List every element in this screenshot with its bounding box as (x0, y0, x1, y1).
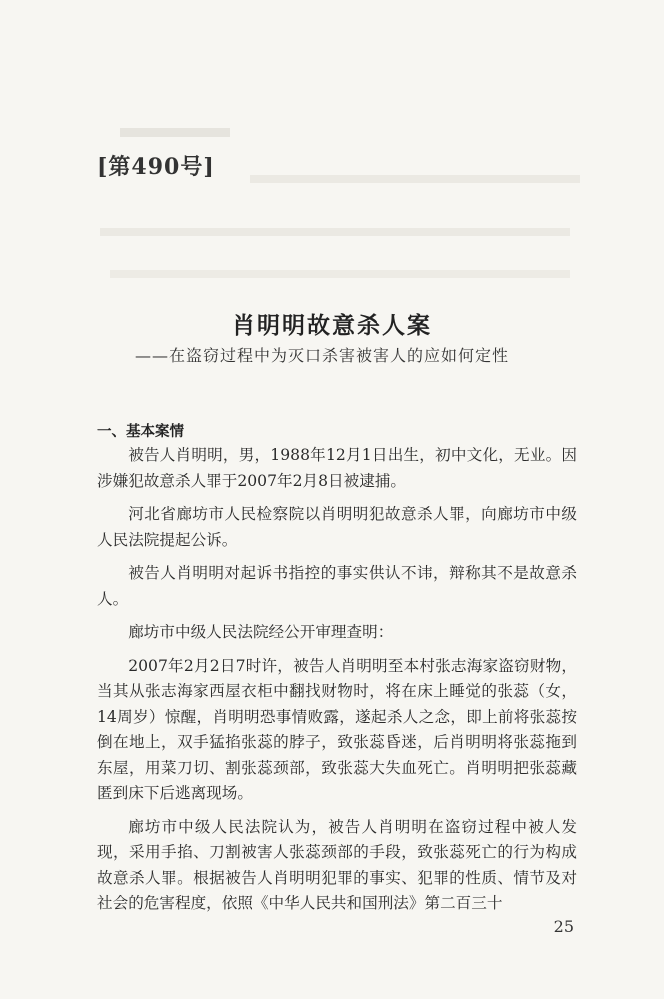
bleed-through-mark (100, 228, 570, 236)
case-subtitle: ——在盗窃过程中为灭口杀害被害人的应如何定性 (135, 346, 510, 365)
body-text (97, 443, 577, 925)
bleed-through-mark (120, 128, 230, 137)
bleed-through-mark (110, 270, 570, 278)
paragraph: 河北省廊坊市人民检察院以肖明明犯故意杀人罪，向廊坊市中级人民法院提起公诉。 (97, 505, 577, 549)
case-title: 肖明明故意杀人案 (232, 312, 432, 339)
paragraph: 被告人肖明明，男，1988年12月1日出生，初中文化，无业。因涉嫌犯故意杀人罪于2007年2月8日被逮捕。 (97, 446, 577, 490)
section-heading: 一、基本案情 (97, 424, 184, 440)
bleed-through-mark (250, 175, 580, 183)
case-number: [第490号] (97, 154, 215, 180)
page-number: 25 (553, 917, 574, 936)
paragraph: 2007年2月2日7时许，被告人肖明明至本村张志海家盗窃财物，当其从张志海家西屋衣柜中翻找财物时，将在床上睡觉的张蕊（女，14周岁）惊醒，肖明明恐事情败露，遂起杀人之念，即上前将张蕊按倒在地上，双手猛掐张蕊的脖子，致张蕊昏迷，后肖明明将张蕊拖到东屋，用菜刀切、割张蕊颈部，致张蕊大失血死亡。肖明明把张蕊藏匿到床下后逃离现场。 (97, 656, 577, 802)
paragraph: 廊坊市中级人民法院认为，被告人肖明明在盗窃过程中被人发现，采用手掐、刀割被害人张蕊颈部的手段，致张蕊死亡的行为构成故意杀人罪。根据被告人肖明明犯罪的事实、犯罪的性质、情节及对社会的危害程度，依照《中华人民共和国刑法》第二百三十 (97, 817, 577, 912)
paragraph: 被告人肖明明对起诉书指控的事实供认不讳，辩称其不是故意杀人。 (97, 564, 577, 608)
paragraph: 廊坊市中级人民法院经公开审理查明： (128, 623, 394, 641)
